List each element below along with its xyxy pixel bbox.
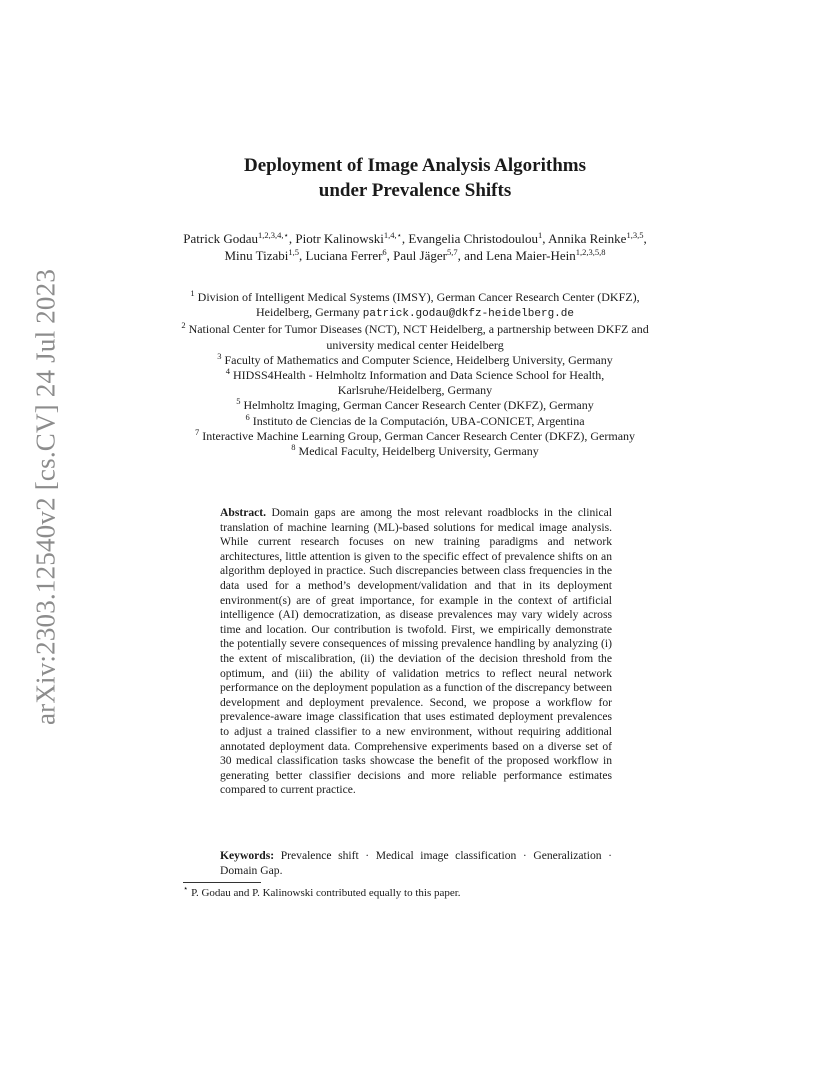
keywords-label: Keywords: <box>220 849 275 862</box>
affiliation-number: 6 <box>245 411 250 422</box>
author-name: Minu Tizabi <box>224 248 289 263</box>
affiliation-text: Division of Intelligent Medical Systems (IMSY), German Cancer Research Center (DKFZ), Heidelberg, Germany <box>197 290 640 320</box>
affiliation-number: 3 <box>217 350 222 361</box>
author-affiliation-marks: 1,3,5 <box>626 230 644 240</box>
affiliation-text: Helmholtz Imaging, German Cancer Research Center (DKFZ), Germany <box>243 398 594 413</box>
abstract-label: Abstract. <box>220 506 267 519</box>
author-separator: , <box>386 248 394 263</box>
author <box>548 231 647 246</box>
arxiv-identifier: arXiv:2303.12540v2 [cs.CV] 24 Jul 2023 <box>30 268 61 726</box>
author-affiliation-marks: 1,5 <box>288 247 300 257</box>
affiliation-8 <box>176 444 654 459</box>
author-name: Annika Reinke <box>548 231 627 246</box>
affiliation-number: 4 <box>225 366 230 377</box>
affiliation-number: 2 <box>181 320 186 331</box>
footnote-mark: ⋆ <box>183 883 189 893</box>
author-separator: , <box>643 231 647 246</box>
author-list <box>176 230 654 264</box>
affiliation-list <box>176 290 654 459</box>
author <box>408 231 548 246</box>
author <box>393 248 486 263</box>
affiliation-4 <box>176 368 654 398</box>
abstract <box>220 506 612 798</box>
author-separator: , and <box>457 248 487 263</box>
abstract-text: Domain gaps are among the most relevant roadblocks in the clinical translation of machine learning (ML)-based solutions for medical image analysis. While current research focuses on new training paradigms and network architectures, little attention is given to the specific effect of prevalence shifts on an algorithm deployed in practice. Such discrepancies between class frequencies in the data used for a method’s development/validation and that in its deployment environment(s) are of great importance, for example in the context of artificial intelligence (AI) democratization, as disease prevalences may vary widely across time and location. Our contribution is twofold. First, we empirically demonstrate the potentially severe consequences of missing prevalence handling by analyzing (i) the extent of miscalibration, (ii) the deviation of the decision threshold from the optimum, and (iii) the ability of validation metrics to reflect neural network performance on the deployment population as a function of the discrepancy between development and deployment prevalence. Second, we propose a workflow for prevalence-aware image classification that uses estimated deployment prevalences to adjust a trained classifier to a new environment, without requiring additional annotated deployment data. Comprehensive experiments based on a diverse set of 30 medical classification tasks showcase the benefit of the proposed workflow in generating better classifier decisions and more reliable performance estimates compared to current practice. <box>220 506 612 797</box>
title-line-2: under Prevalence Shifts <box>318 180 512 201</box>
footnote <box>183 883 643 900</box>
author-name: Patrick Godau <box>183 231 259 246</box>
affiliation-text: Faculty of Mathematics and Computer Science, Heidelberg University, Germany <box>224 352 613 367</box>
author <box>306 248 394 263</box>
author-affiliation-marks: 6 <box>382 247 387 257</box>
footnote-text: P. Godau and P. Kalinowski contributed equally to this paper. <box>191 887 461 899</box>
author <box>295 231 408 246</box>
affiliation-7 <box>176 426 654 444</box>
author <box>486 248 605 263</box>
keywords-text: Prevalence shift · Medical image classification · Generalization · Domain Gap. <box>220 849 613 877</box>
author <box>224 248 305 263</box>
affiliation-text: HIDSS4Health - Helmholtz Information and Data Science School for Health, Karlsruhe/Heidelberg, Germany <box>233 368 605 398</box>
keywords <box>220 849 612 878</box>
email-address[interactable]: patrick.godau@dkfz-heidelberg.de <box>362 308 574 321</box>
author-name: Luciana Ferrer <box>305 248 383 263</box>
affiliation-text: Medical Faculty, Heidelberg University, Germany <box>298 444 539 459</box>
author-name: Piotr Kalinowski <box>295 231 384 246</box>
author-separator: , <box>401 231 409 246</box>
author-name: Paul Jäger <box>393 248 447 263</box>
affiliation-text: Interactive Machine Learning Group, German Cancer Research Center (DKFZ), Germany <box>202 428 636 443</box>
author-affiliation-marks: 1,2,3,5,8 <box>575 247 606 257</box>
paper-title <box>140 153 690 203</box>
affiliation-2 <box>176 322 654 352</box>
author-name: Lena Maier-Hein <box>486 248 576 263</box>
affiliation-number: 7 <box>194 426 200 437</box>
author-name: Evangelia Christodoulou <box>408 231 539 246</box>
affiliation-number: 5 <box>236 396 241 407</box>
author-separator: , <box>288 231 296 246</box>
affiliation-number: 1 <box>190 288 195 298</box>
title-line-1: Deployment of Image Analysis Algorithms <box>244 155 586 176</box>
author-affiliation-marks: 5,7 <box>446 247 458 257</box>
author-separator: , <box>299 248 306 263</box>
affiliation-number: 8 <box>291 442 296 453</box>
affiliation-3 <box>176 350 654 368</box>
affiliation-text: Instituto de Ciencias de la Computación, UBA-CONICET, Argentina <box>252 413 585 428</box>
author <box>183 231 295 246</box>
author-affiliation-marks: 1 <box>538 230 543 240</box>
author-separator: , <box>542 231 549 246</box>
affiliation-1 <box>176 290 654 322</box>
author-affiliation-marks: 1,4,⋆ <box>383 230 402 240</box>
footnote-rule <box>183 882 261 883</box>
author-affiliation-marks: 1,2,3,4,⋆ <box>258 230 289 240</box>
affiliation-text: National Center for Tumor Diseases (NCT), NCT Heidelberg, a partnership between DKFZ and university medical center Heidelberg <box>188 322 649 352</box>
affiliation-6 <box>176 411 654 429</box>
